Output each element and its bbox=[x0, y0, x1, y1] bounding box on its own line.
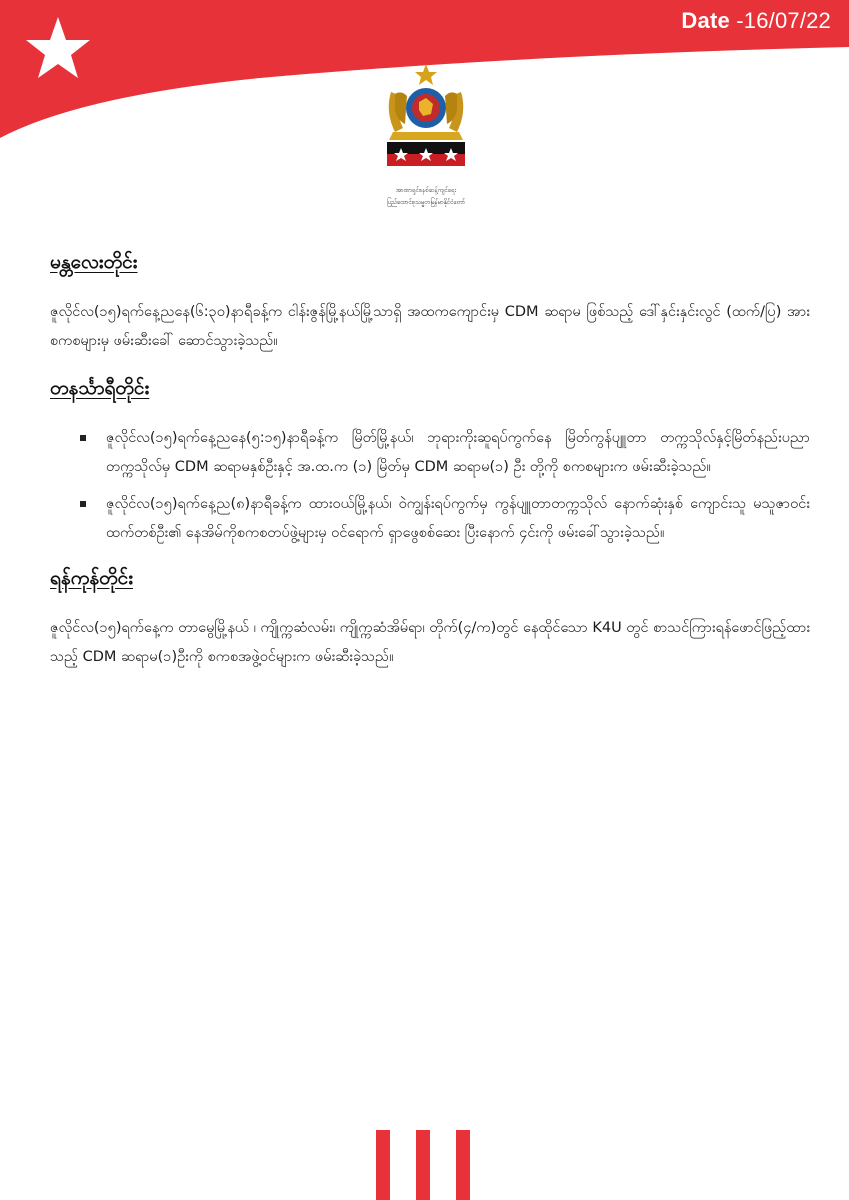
list-item bbox=[80, 424, 810, 482]
date-value: -16/07/22 bbox=[736, 8, 831, 33]
three-bars-icon bbox=[376, 1130, 472, 1200]
emblem-caption-2: ပြည်ထောင်စုသမ္မတမြန်မာနိုင်ငံတော် bbox=[386, 199, 466, 206]
section-mandalay bbox=[50, 250, 810, 356]
footer-bar bbox=[416, 1130, 430, 1200]
emblem bbox=[370, 62, 482, 207]
list-item bbox=[80, 490, 810, 548]
date-label bbox=[681, 8, 831, 34]
date-prefix: Date bbox=[681, 8, 730, 33]
bullet-icon bbox=[80, 435, 86, 441]
section-yangon bbox=[50, 566, 810, 672]
bullet-list bbox=[50, 424, 810, 548]
section-heading: မန္တလေးတိုင်း bbox=[50, 251, 138, 273]
list-item-text: ဇူလိုင်လ(၁၅)ရက်နေ့ည(၈)နာရီခန့်က ထားဝယ်မြို့နယ်၊ ဝဲကျွန်းရပ်ကွက်မှ ကွန်ပျူတာတက္ကသိုလ် နောက်ဆုံးနှစ် ကျောင်းသူ မသူဇာဝင်းထက်တစ်ဦး၏ နေအိမ်ကိုစကစတပ်ဖွဲ့များမှ ဝင်ရောက် ရှာဖွေစစ်ဆေး ပြီးနောက် ၄င်းကို ဖမ်းခေါ်သွားခဲ့သည်။ bbox=[106, 496, 810, 541]
section-heading: တနင်္သာရီတိုင်း bbox=[50, 377, 150, 399]
document-body bbox=[50, 250, 810, 692]
footer-bar bbox=[376, 1130, 390, 1200]
bullet-icon bbox=[80, 501, 86, 507]
section-heading: ရန်ကုန်တိုင်း bbox=[50, 567, 134, 589]
national-emblem-icon bbox=[381, 62, 471, 182]
section-tanintharyi bbox=[50, 376, 810, 548]
section-paragraph: ဇူလိုင်လ(၁၅)ရက်နေ့ညနေ(၆:၃၀)နာရီခန့်က ငါန်းဇွန်မြို့နယ်မြို့သာရှိ အထကကျောင်းမှ CDM ဆရာမ ဖြစ်သည့် ဒေါ်နှင်းနှင်းလွင် (ထက်/ပြ) အား စကစများမှ ဖမ်းဆီးခေါ် ဆောင်သွားခဲ့သည်။ bbox=[50, 304, 810, 349]
footer-bar bbox=[456, 1130, 470, 1200]
list-item-text: ဇူလိုင်လ(၁၅)ရက်နေ့ညနေ(၅:၁၅)နာရီခန့်က မြိတ်မြို့နယ်၊ ဘုရားကိုးဆူရပ်ကွက်နေ မြိတ်ကွန်ပျူတာ တက္ကသိုလ်နှင့်မြိတ်နည်းပညာတက္ကသိုလ်မှ CDM ဆရာမနှစ်ဦးနှင့် အ.ထ.က (၁) မြိတ်မှ CDM ဆရာမ(၁) ဦး တို့ကို စကစများက ဖမ်းဆီးခဲ့သည်။ bbox=[106, 430, 810, 475]
emblem-caption-1: အာဏာရှင်စနစ်ဆန့်ကျင်ရေး bbox=[395, 187, 457, 194]
section-paragraph: ဇူလိုင်လ(၁၅)ရက်နေ့က တာမွေမြို့နယ် ၊ ကျိုက္ကဆံလမ်း၊ ကျိုက္ကဆံအိမ်ရာ၊ တိုက်(၄/က)တွင် နေထိုင်သော K4U တွင် စာသင်ကြားရန်ဖောင်ဖြည့်ထားသည့် CDM ဆရာမ(၁)ဦးကို စကစအဖွဲ့ဝင်များက ဖမ်းဆီးခဲ့သည်။ bbox=[50, 620, 810, 665]
